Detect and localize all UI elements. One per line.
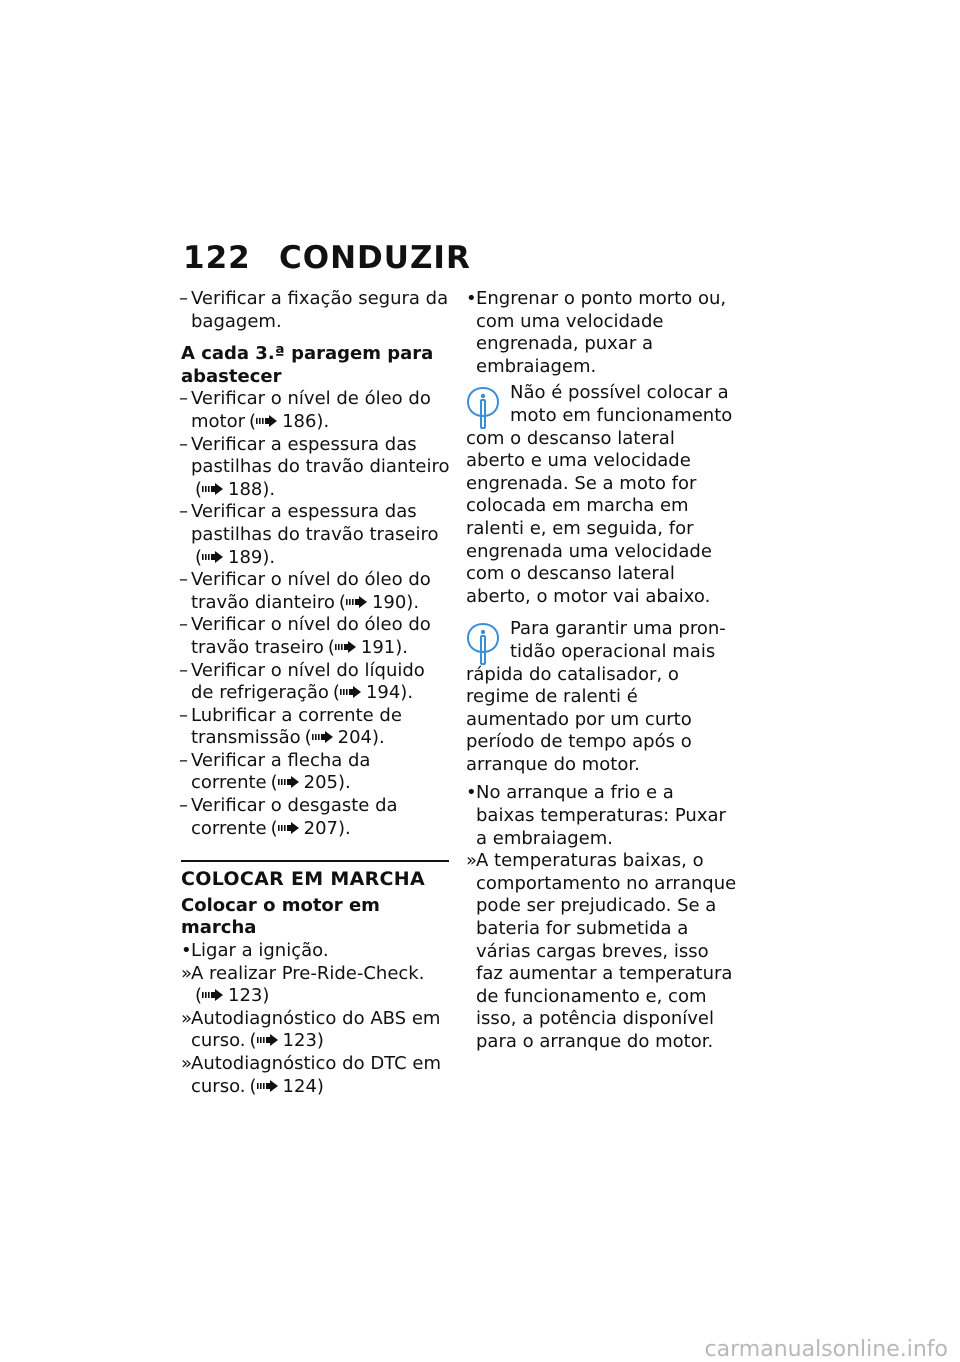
page-number: 122	[183, 240, 251, 276]
subheading-refuel-checks: A cada 3.ª paragem para abastecer	[181, 343, 434, 387]
page-reference-icon	[257, 1034, 279, 1046]
right-column	[466, 288, 738, 1054]
page-reference-icon	[346, 596, 368, 608]
page-reference[interactable]: ( 194).	[332, 682, 414, 704]
start-steps-list	[181, 940, 451, 1098]
page-reference[interactable]: ( 123)	[195, 985, 270, 1007]
section-title: COLOCAR EM MARCHA	[181, 860, 449, 891]
list-item: » A realizar Pre-Ride-Check.( 123)	[181, 962, 425, 1007]
page-reference[interactable]: ( 205).	[270, 772, 351, 794]
page-reference-icon	[202, 989, 224, 1001]
page-reference[interactable]: ( 207).	[270, 817, 351, 839]
list-item: » A temperaturas baixas, o comportamento no arranque pode ser prejudicado. Se a bateria for submetida a várias cargas breves, isso faz aumentar a temperatura de funcionamento e, com isso, a potência disponível para o arranque do motor.	[466, 850, 737, 1052]
list-item: – Verificar o desgaste da corrente ( 207).	[179, 795, 398, 839]
page-reference-icon	[257, 1080, 279, 1092]
checks-list	[181, 388, 451, 840]
list-item: • No arranque a frio e a baixas temperaturas: Puxar a embraiagem.	[466, 782, 726, 849]
info-note: Para garantir uma pron- tidão operacional mais rápida do catalisador, o regime de ralenti é aumentado por um curto período de tempo após o arranque do motor.	[466, 618, 726, 775]
list-item: – Verificar o nível do líquido de refrigeração ( 194).	[179, 659, 425, 704]
list-item: – Lubrificar a corrente de transmissão ( 204).	[179, 704, 402, 749]
info-note: Não é possível colocar a moto em funcionamento com o descanso lateral aberto e uma velocidade engrenada. Se a moto for colocada em marcha em ralenti e, em seguida, for engrenada uma velocidade com o descanso lateral aberto, o motor vai abaixo.	[466, 382, 733, 607]
list-item: • Engrenar o ponto morto ou, com uma velocidade engrenada, puxar a embraiagem.	[466, 288, 727, 377]
page-reference-icon	[278, 776, 300, 788]
page-reference-icon	[202, 551, 224, 563]
page-reference[interactable]: ( 124)	[249, 1075, 324, 1097]
page-reference-icon	[278, 822, 300, 834]
page-reference[interactable]: ( 204).	[304, 727, 385, 749]
list-item: – Verificar a fixação segura da bagagem.	[179, 288, 449, 332]
list-item: – Verificar a flecha da corrente ( 205).	[179, 749, 371, 794]
page-reference[interactable]: ( 190).	[338, 591, 420, 613]
page-reference-icon	[202, 483, 224, 495]
page-reference[interactable]: ( 188).	[195, 478, 276, 500]
watermark: carmanualsonline.info	[704, 1337, 948, 1362]
page-header	[183, 240, 471, 276]
left-column	[181, 288, 451, 1098]
page-reference[interactable]: ( 189).	[195, 546, 276, 568]
page-reference-icon	[256, 415, 278, 427]
page-reference-icon	[312, 731, 334, 743]
list-item: – Verificar o nível de óleo do motor ( 186).	[179, 388, 431, 432]
list-item: – Verificar a espessura das pastilhas do travão dianteiro( 188).	[179, 433, 450, 500]
list-item: • Ligar a ignição.	[181, 940, 329, 962]
list-item: – Verificar o nível do óleo do travão dianteiro ( 190).	[179, 569, 431, 613]
subheading-start-engine: Colocar o motor em marcha	[181, 894, 380, 939]
page-reference[interactable]: ( 191).	[327, 636, 409, 658]
page-reference[interactable]: ( 123)	[249, 1030, 324, 1052]
page-reference[interactable]: ( 186).	[249, 410, 330, 432]
list-item: – Verificar a espessura das pastilhas do travão traseiro( 189).	[179, 501, 439, 568]
list-item: – Verificar o nível do óleo do travão traseiro ( 191).	[179, 614, 431, 658]
page-reference-icon	[335, 641, 357, 653]
info-icon	[466, 622, 500, 666]
list-item: » Autodiagnóstico do ABS em curso. ( 123)	[181, 1007, 441, 1052]
page-title: CONDUZIR	[279, 240, 471, 276]
list-item: » Autodiagnóstico do DTC em curso. ( 124)	[181, 1053, 442, 1097]
info-icon	[466, 386, 500, 430]
page-reference-icon	[340, 686, 362, 698]
